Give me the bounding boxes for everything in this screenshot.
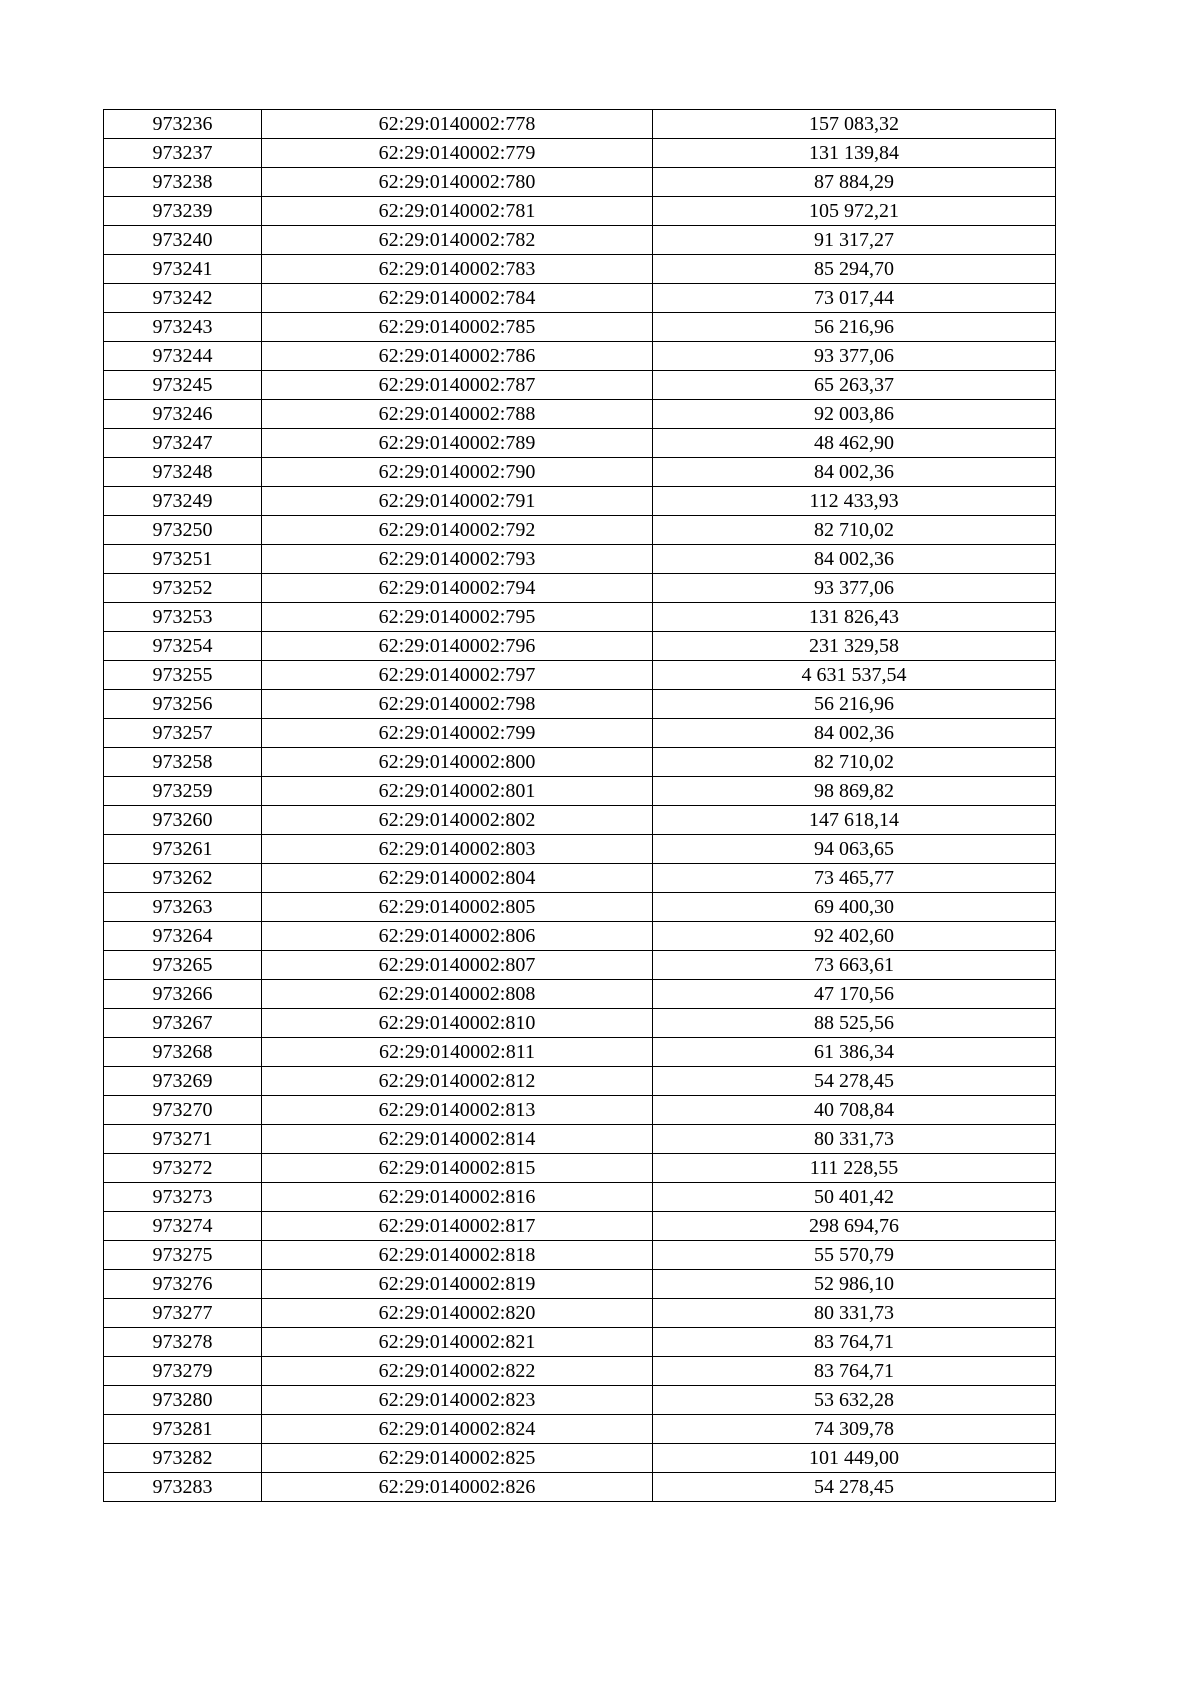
row-number-cell: 973242 (104, 284, 262, 313)
cadastral-number-cell: 62:29:0140002:805 (262, 893, 653, 922)
cadastral-value-cell: 84 002,36 (653, 545, 1056, 574)
row-number-cell: 973270 (104, 1096, 262, 1125)
table-row (104, 690, 1056, 719)
cadastral-value-cell: 53 632,28 (653, 1386, 1056, 1415)
row-number-cell: 973269 (104, 1067, 262, 1096)
cadastral-value-cell: 112 433,93 (653, 487, 1056, 516)
row-number-cell: 973280 (104, 1386, 262, 1415)
cadastral-value-cell: 50 401,42 (653, 1183, 1056, 1212)
cadastral-number-cell: 62:29:0140002:799 (262, 719, 653, 748)
row-number-cell: 973258 (104, 748, 262, 777)
cadastral-value-cell: 74 309,78 (653, 1415, 1056, 1444)
table-row (104, 661, 1056, 690)
row-number-cell: 973283 (104, 1473, 262, 1502)
table-row (104, 313, 1056, 342)
row-number-cell: 973240 (104, 226, 262, 255)
table-row (104, 1473, 1056, 1502)
row-number-cell: 973266 (104, 980, 262, 1009)
cadastral-number-cell: 62:29:0140002:813 (262, 1096, 653, 1125)
cadastral-value-cell: 92 402,60 (653, 922, 1056, 951)
cadastral-number-cell: 62:29:0140002:818 (262, 1241, 653, 1270)
cadastral-value-cell: 61 386,34 (653, 1038, 1056, 1067)
cadastral-value-cell: 73 017,44 (653, 284, 1056, 313)
cadastral-value-cell: 56 216,96 (653, 690, 1056, 719)
table-row (104, 864, 1056, 893)
table-row (104, 1038, 1056, 1067)
table-row (104, 1125, 1056, 1154)
cadastral-value-cell: 105 972,21 (653, 197, 1056, 226)
cadastral-value-cell: 52 986,10 (653, 1270, 1056, 1299)
row-number-cell: 973248 (104, 458, 262, 487)
cadastral-value-cell: 83 764,71 (653, 1357, 1056, 1386)
row-number-cell: 973257 (104, 719, 262, 748)
table-row (104, 1096, 1056, 1125)
cadastral-value-cell: 298 694,76 (653, 1212, 1056, 1241)
table-row (104, 777, 1056, 806)
cadastral-value-cell: 93 377,06 (653, 342, 1056, 371)
table-row (104, 110, 1056, 139)
cadastral-number-cell: 62:29:0140002:778 (262, 110, 653, 139)
table-row (104, 400, 1056, 429)
cadastral-number-cell: 62:29:0140002:812 (262, 1067, 653, 1096)
table-row (104, 1415, 1056, 1444)
table-row (104, 806, 1056, 835)
cadastral-number-cell: 62:29:0140002:800 (262, 748, 653, 777)
cadastral-value-cell: 87 884,29 (653, 168, 1056, 197)
table-row (104, 1299, 1056, 1328)
row-number-cell: 973264 (104, 922, 262, 951)
row-number-cell: 973247 (104, 429, 262, 458)
cadastral-number-cell: 62:29:0140002:790 (262, 458, 653, 487)
row-number-cell: 973261 (104, 835, 262, 864)
table-row (104, 516, 1056, 545)
cadastral-value-cell: 147 618,14 (653, 806, 1056, 835)
cadastral-value-cell: 48 462,90 (653, 429, 1056, 458)
row-number-cell: 973273 (104, 1183, 262, 1212)
row-number-cell: 973277 (104, 1299, 262, 1328)
cadastral-number-cell: 62:29:0140002:826 (262, 1473, 653, 1502)
table-row (104, 226, 1056, 255)
row-number-cell: 973252 (104, 574, 262, 603)
cadastral-number-cell: 62:29:0140002:822 (262, 1357, 653, 1386)
cadastral-number-cell: 62:29:0140002:808 (262, 980, 653, 1009)
cadastral-value-cell: 73 663,61 (653, 951, 1056, 980)
row-number-cell: 973244 (104, 342, 262, 371)
row-number-cell: 973267 (104, 1009, 262, 1038)
row-number-cell: 973282 (104, 1444, 262, 1473)
cadastral-number-cell: 62:29:0140002:796 (262, 632, 653, 661)
row-number-cell: 973255 (104, 661, 262, 690)
row-number-cell: 973249 (104, 487, 262, 516)
cadastral-value-cell: 54 278,45 (653, 1473, 1056, 1502)
cadastral-value-cell: 94 063,65 (653, 835, 1056, 864)
row-number-cell: 973238 (104, 168, 262, 197)
table-row (104, 139, 1056, 168)
cadastral-value-cell: 111 228,55 (653, 1154, 1056, 1183)
table-row (104, 342, 1056, 371)
cadastral-number-cell: 62:29:0140002:807 (262, 951, 653, 980)
cadastral-number-cell: 62:29:0140002:814 (262, 1125, 653, 1154)
cadastral-value-cell: 84 002,36 (653, 458, 1056, 487)
row-number-cell: 973281 (104, 1415, 262, 1444)
cadastral-number-cell: 62:29:0140002:792 (262, 516, 653, 545)
table-row (104, 1009, 1056, 1038)
cadastral-value-cell: 83 764,71 (653, 1328, 1056, 1357)
table-row (104, 458, 1056, 487)
row-number-cell: 973254 (104, 632, 262, 661)
cadastral-number-cell: 62:29:0140002:802 (262, 806, 653, 835)
row-number-cell: 973237 (104, 139, 262, 168)
cadastral-value-cell: 69 400,30 (653, 893, 1056, 922)
row-number-cell: 973272 (104, 1154, 262, 1183)
table-row (104, 574, 1056, 603)
cadastral-number-cell: 62:29:0140002:823 (262, 1386, 653, 1415)
cadastral-number-cell: 62:29:0140002:804 (262, 864, 653, 893)
table-row (104, 1357, 1056, 1386)
table-row (104, 1183, 1056, 1212)
row-number-cell: 973274 (104, 1212, 262, 1241)
cadastral-value-cell: 93 377,06 (653, 574, 1056, 603)
row-number-cell: 973256 (104, 690, 262, 719)
row-number-cell: 973276 (104, 1270, 262, 1299)
table-row (104, 1444, 1056, 1473)
cadastral-value-cell: 131 139,84 (653, 139, 1056, 168)
row-number-cell: 973241 (104, 255, 262, 284)
cadastral-value-table (103, 109, 1056, 1502)
cadastral-number-cell: 62:29:0140002:801 (262, 777, 653, 806)
row-number-cell: 973268 (104, 1038, 262, 1067)
cadastral-number-cell: 62:29:0140002:782 (262, 226, 653, 255)
cadastral-number-cell: 62:29:0140002:821 (262, 1328, 653, 1357)
cadastral-value-cell: 101 449,00 (653, 1444, 1056, 1473)
cadastral-number-cell: 62:29:0140002:794 (262, 574, 653, 603)
cadastral-value-cell: 40 708,84 (653, 1096, 1056, 1125)
cadastral-number-cell: 62:29:0140002:798 (262, 690, 653, 719)
cadastral-value-cell: 80 331,73 (653, 1125, 1056, 1154)
cadastral-number-cell: 62:29:0140002:810 (262, 1009, 653, 1038)
cadastral-number-cell: 62:29:0140002:806 (262, 922, 653, 951)
cadastral-value-cell: 56 216,96 (653, 313, 1056, 342)
table-row (104, 951, 1056, 980)
cadastral-number-cell: 62:29:0140002:795 (262, 603, 653, 632)
row-number-cell: 973262 (104, 864, 262, 893)
table-row (104, 719, 1056, 748)
table-row (104, 922, 1056, 951)
cadastral-number-cell: 62:29:0140002:785 (262, 313, 653, 342)
cadastral-value-cell: 82 710,02 (653, 516, 1056, 545)
cadastral-value-cell: 73 465,77 (653, 864, 1056, 893)
cadastral-number-cell: 62:29:0140002:787 (262, 371, 653, 400)
cadastral-number-cell: 62:29:0140002:815 (262, 1154, 653, 1183)
cadastral-number-cell: 62:29:0140002:780 (262, 168, 653, 197)
row-number-cell: 973239 (104, 197, 262, 226)
cadastral-number-cell: 62:29:0140002:781 (262, 197, 653, 226)
cadastral-number-cell: 62:29:0140002:811 (262, 1038, 653, 1067)
cadastral-value-cell: 80 331,73 (653, 1299, 1056, 1328)
table-row (104, 893, 1056, 922)
cadastral-value-cell: 231 329,58 (653, 632, 1056, 661)
cadastral-number-cell: 62:29:0140002:816 (262, 1183, 653, 1212)
cadastral-value-cell: 131 826,43 (653, 603, 1056, 632)
cadastral-number-cell: 62:29:0140002:825 (262, 1444, 653, 1473)
table-row (104, 1386, 1056, 1415)
cadastral-number-cell: 62:29:0140002:819 (262, 1270, 653, 1299)
cadastral-number-cell: 62:29:0140002:779 (262, 139, 653, 168)
table-row (104, 371, 1056, 400)
cadastral-number-cell: 62:29:0140002:789 (262, 429, 653, 458)
table-row (104, 429, 1056, 458)
cadastral-value-cell: 92 003,86 (653, 400, 1056, 429)
cadastral-value-cell: 4 631 537,54 (653, 661, 1056, 690)
table-row (104, 980, 1056, 1009)
table-row (104, 284, 1056, 313)
cadastral-value-cell: 98 869,82 (653, 777, 1056, 806)
cadastral-number-cell: 62:29:0140002:784 (262, 284, 653, 313)
table-body (104, 110, 1056, 1502)
cadastral-number-cell: 62:29:0140002:803 (262, 835, 653, 864)
row-number-cell: 973259 (104, 777, 262, 806)
cadastral-number-cell: 62:29:0140002:817 (262, 1212, 653, 1241)
cadastral-value-cell: 84 002,36 (653, 719, 1056, 748)
cadastral-value-cell: 157 083,32 (653, 110, 1056, 139)
table-row (104, 168, 1056, 197)
table-row (104, 1328, 1056, 1357)
row-number-cell: 973245 (104, 371, 262, 400)
table-row (104, 545, 1056, 574)
cadastral-number-cell: 62:29:0140002:824 (262, 1415, 653, 1444)
cadastral-value-cell: 55 570,79 (653, 1241, 1056, 1270)
row-number-cell: 973246 (104, 400, 262, 429)
table-row (104, 632, 1056, 661)
cadastral-value-cell: 85 294,70 (653, 255, 1056, 284)
table-row (104, 487, 1056, 516)
table-row (104, 1270, 1056, 1299)
table-row (104, 748, 1056, 777)
cadastral-value-cell: 54 278,45 (653, 1067, 1056, 1096)
table-row (104, 255, 1056, 284)
cadastral-value-cell: 47 170,56 (653, 980, 1056, 1009)
row-number-cell: 973251 (104, 545, 262, 574)
cadastral-value-cell: 65 263,37 (653, 371, 1056, 400)
row-number-cell: 973275 (104, 1241, 262, 1270)
cadastral-number-cell: 62:29:0140002:791 (262, 487, 653, 516)
table-row (104, 197, 1056, 226)
cadastral-value-cell: 82 710,02 (653, 748, 1056, 777)
table-row (104, 1241, 1056, 1270)
cadastral-value-cell: 91 317,27 (653, 226, 1056, 255)
cadastral-value-cell: 88 525,56 (653, 1009, 1056, 1038)
row-number-cell: 973279 (104, 1357, 262, 1386)
table-row (104, 835, 1056, 864)
cadastral-number-cell: 62:29:0140002:788 (262, 400, 653, 429)
row-number-cell: 973265 (104, 951, 262, 980)
cadastral-number-cell: 62:29:0140002:797 (262, 661, 653, 690)
row-number-cell: 973253 (104, 603, 262, 632)
row-number-cell: 973243 (104, 313, 262, 342)
row-number-cell: 973263 (104, 893, 262, 922)
row-number-cell: 973271 (104, 1125, 262, 1154)
cadastral-number-cell: 62:29:0140002:820 (262, 1299, 653, 1328)
table-row (104, 1067, 1056, 1096)
row-number-cell: 973236 (104, 110, 262, 139)
row-number-cell: 973278 (104, 1328, 262, 1357)
cadastral-number-cell: 62:29:0140002:786 (262, 342, 653, 371)
row-number-cell: 973250 (104, 516, 262, 545)
table-row (104, 1154, 1056, 1183)
cadastral-number-cell: 62:29:0140002:793 (262, 545, 653, 574)
table-row (104, 603, 1056, 632)
row-number-cell: 973260 (104, 806, 262, 835)
table-row (104, 1212, 1056, 1241)
cadastral-number-cell: 62:29:0140002:783 (262, 255, 653, 284)
